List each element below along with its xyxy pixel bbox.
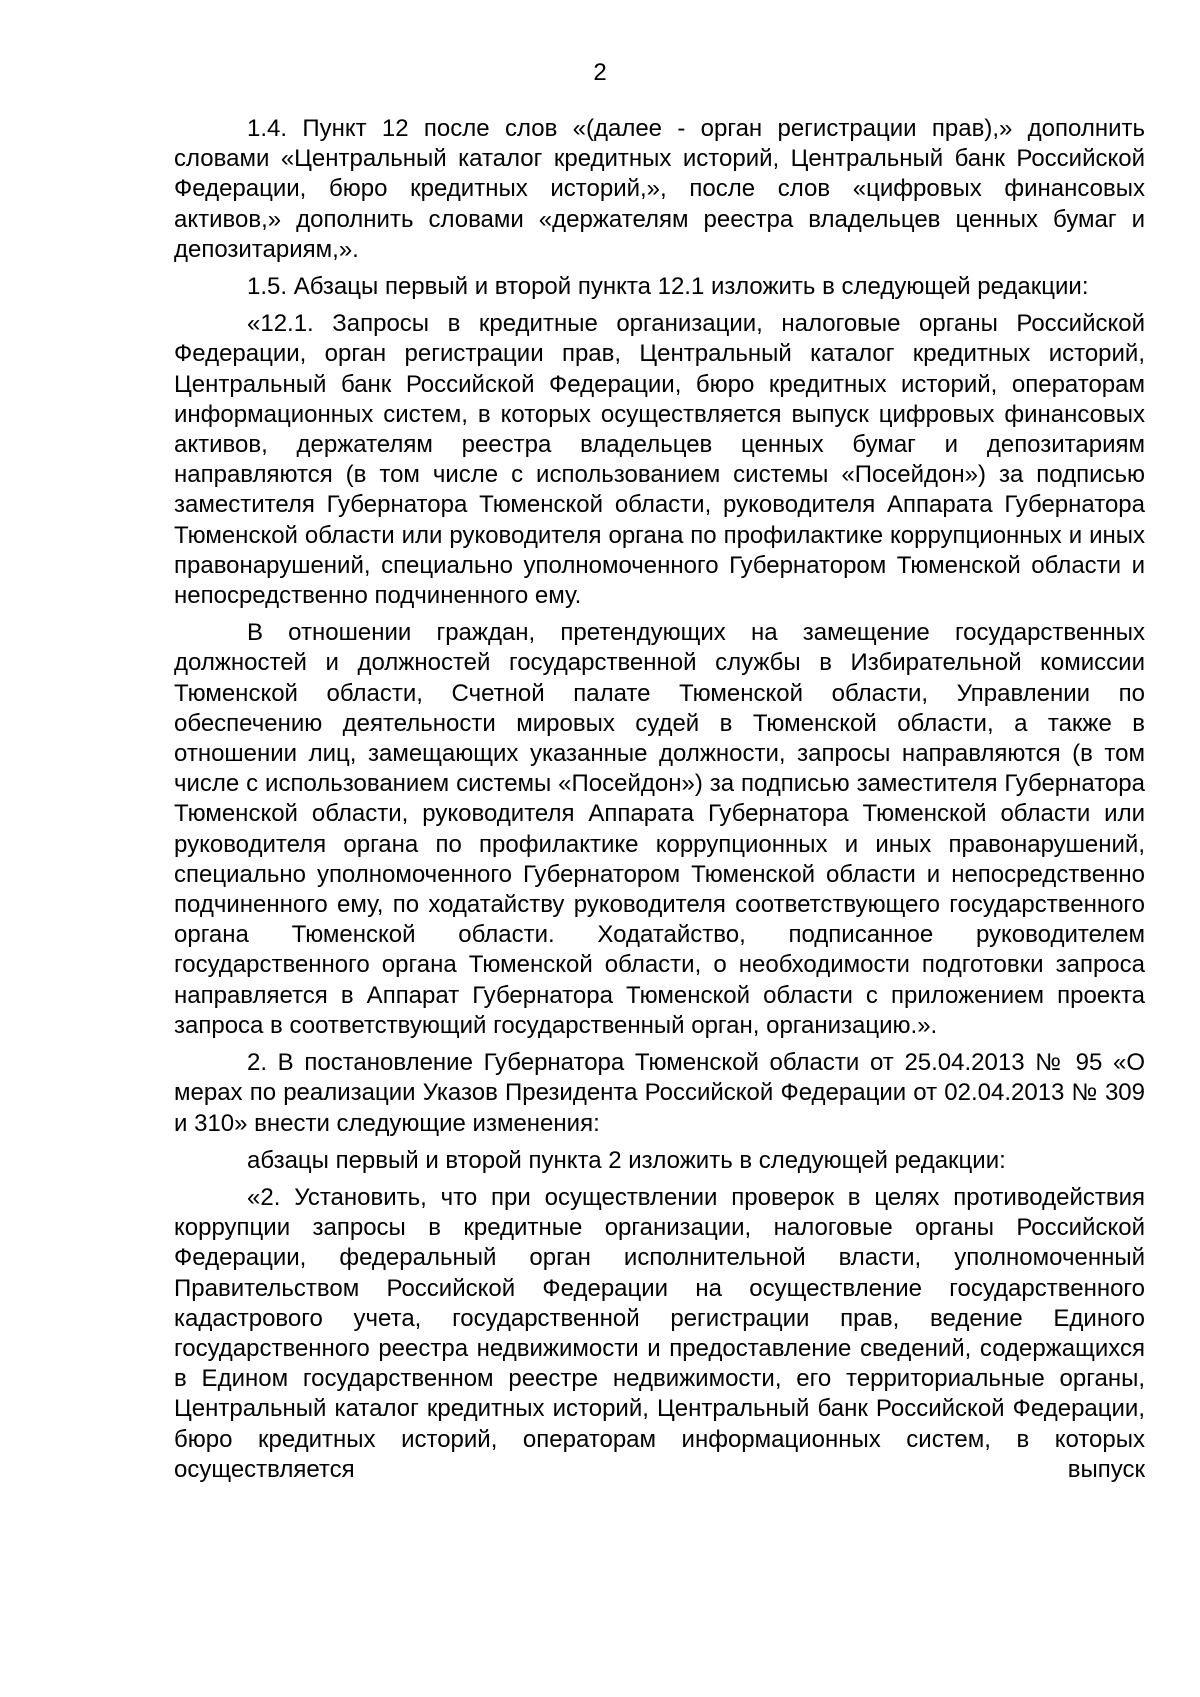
paragraph-2-decree-amendment: 2. В постановление Губернатора Тюменской области от 25.04.2013 № 95 «О мерах по реализации Указов Президента Российской Федерации от 02.04.2013 № 309 и 310» внести следующие изменения: [174,1049,1145,1137]
paragraph-abzacy-pervyj-vtoroj: абзацы первый и второй пункта 2 изложить в следующей редакции: [247,1146,1006,1174]
paragraph-citizens-requests: В отношении граждан, претендующих на замещение государственных должностей и должностей государственной службы в Избирательной комиссии Тюменской области, Счетной палате Тюменской области, Управлении по обеспечению деятельности мировых судей в Тюменской области, а также в отношении лиц, замещающих указанные должности, запросы направляются (в том числе с использованием системы «Посейдон») за подписью заместителя Губернатора Тюменской области, руководителя Аппарата Губернатора Тюменской области или руководителя органа по профилактике коррупционных и иных правонарушений, специально уполномоченного Губернатором Тюменской области и непосредственно подчиненного ему, по ходатайству руководителя соответствующего государственного органа Тюменской области. Ходатайство, подписанное руководителем государственного органа Тюменской области, о необходимости подготовки запроса направляется в Аппарат Губернатора Тюменской области с приложением проекта запроса в соответствующий государственный орган, организацию.». [174,619,1145,1039]
paragraph-1-5: 1.5. Абзацы первый и второй пункта 12.1 изложить в следующей редакции: [247,273,1089,301]
page-number: 2 [593,59,607,86]
paragraph-2-quote: «2. Установить, что при осуществлении проверок в целях противодействия коррупции запросы в кредитные организации, налоговые органы Российской Федерации, федеральный орган исполнительной власти, уполномоченный Правительством Российской Федерации на осуществление государственного кадастрового учета, государственной регистрации прав, ведение Единого государственного реестра недвижимости и предоставление сведений, содержащихся в Едином государственном реестре недвижимости, его территориальные органы, Центральный каталог кредитных историй, Центральный банк Российской Федерации, бюро кредитных историй, операторам информационных систем, в которых осуществляется выпуск [174,1183,1145,1483]
document-body [174,114,1145,1492]
paragraph-1-4: 1.4. Пункт 12 после слов «(далее - орган регистрации прав),» дополнить словами «Центральный каталог кредитных историй, Центральный банк Российской Федерации, бюро кредитных историй,», после слов «цифровых финансовых активов,» дополнить словами «держателям реестра владельцев ценных бумаг и депозитариям,». [174,115,1145,263]
paragraph-12-1-quote: «12.1. Запросы в кредитные организации, налоговые органы Российской Федерации, орган регистрации прав, Центральный каталог кредитных историй, Центральный банк Российской Федерации, бюро кредитных историй, операторам информационных систем, в которых осуществляется выпуск цифровых финансовых активов, держателям реестра владельцев ценных бумаг и депозитариям направляются (в том числе с использованием системы «Посейдон») за подписью заместителя Губернатора Тюменской области, руководителя Аппарата Губернатора Тюменской области или руководителя органа по профилактике коррупционных и иных правонарушений, специально уполномоченного Губернатором Тюменской области и непосредственно подчиненного ему. [174,310,1145,610]
